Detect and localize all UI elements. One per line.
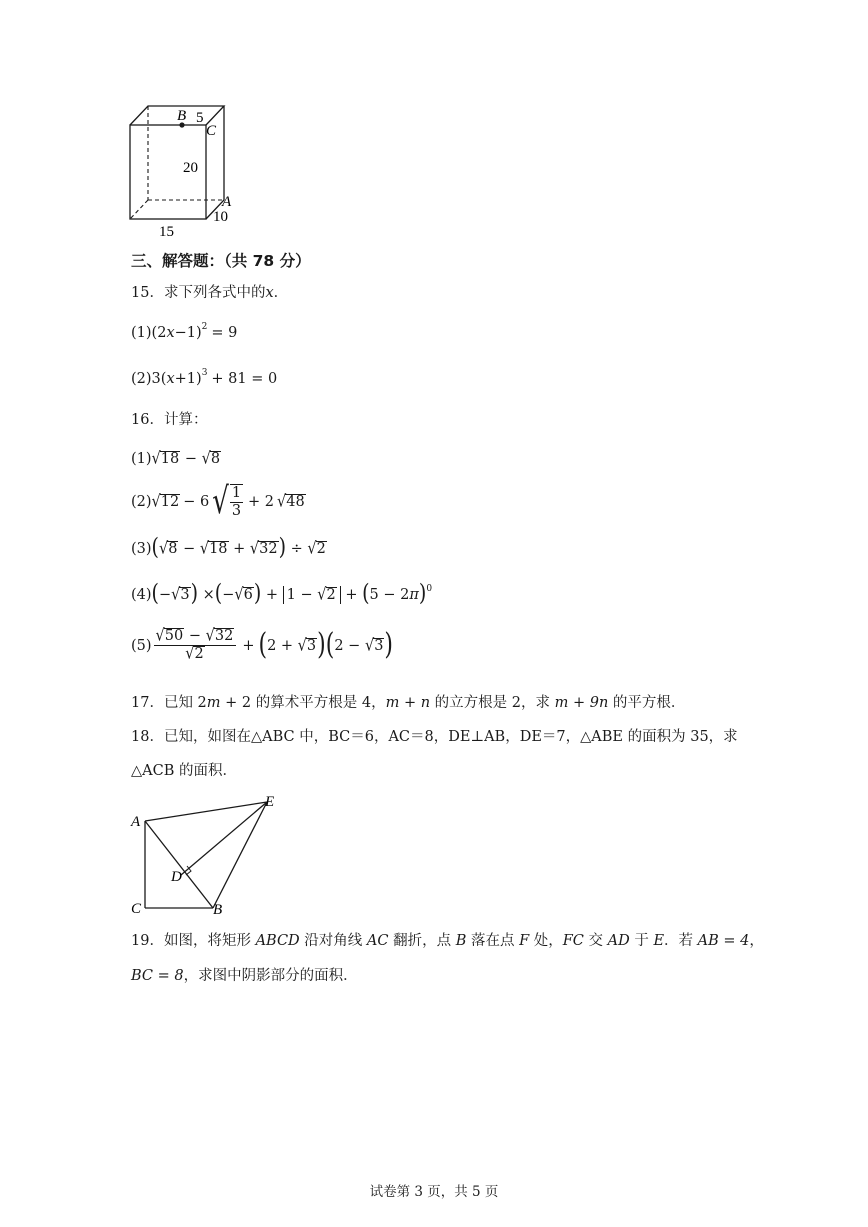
q19-f: F: [519, 933, 530, 949]
sqrt-symbol: √: [199, 539, 210, 559]
sqrt-symbol: √: [277, 492, 287, 512]
sqrt-symbol: √: [158, 539, 169, 559]
q19-t8: ．若: [664, 933, 698, 949]
q16-p4-last: 5 − 2: [369, 587, 410, 603]
q16-p2-op1: − 6: [183, 494, 210, 510]
paren-close: ): [317, 627, 326, 662]
tri-label-c: C: [131, 901, 142, 917]
q16-p5-a: 2 +: [267, 637, 294, 654]
q16-p4-r1: 3: [180, 587, 190, 603]
q16-p1-r1: 18: [160, 451, 180, 467]
q16-p3-op2: +: [233, 541, 246, 557]
paren-close: ): [253, 579, 262, 607]
sqrt-symbol: √: [151, 449, 161, 469]
q16-p4-neg: −: [158, 587, 172, 603]
paren-open: (: [214, 579, 223, 607]
q16-p1-op: −: [184, 451, 198, 467]
q16-p5-n1: 50: [164, 628, 184, 644]
q15-stem-text: 15．求下列各式中的: [131, 285, 266, 301]
paren-close: ): [278, 533, 287, 561]
paren-open: (: [325, 627, 335, 662]
label-bottom-width: 15: [159, 224, 174, 240]
q19-t3: 翻折，点: [388, 933, 456, 949]
q16-p5-r2: 3: [374, 637, 384, 654]
sqrt-symbol: √: [171, 585, 181, 605]
q16-p5-label: (5): [131, 637, 152, 654]
paren-open: (: [151, 533, 159, 561]
sqrt-symbol: √: [212, 481, 229, 523]
q19-ab4: AB = 4: [697, 933, 750, 949]
q19-abcd: ABCD: [255, 933, 300, 949]
q15-var: x: [265, 285, 274, 301]
q16-p3-r3: 32: [259, 541, 278, 557]
q17-text-b: + 2 的算术平方根是 4，: [220, 695, 386, 711]
sqrt-symbol: √: [205, 626, 215, 646]
q17-expr: m + 9n: [554, 695, 609, 711]
q16-p2-r1: 12: [160, 494, 180, 510]
q15-p1-exp: 2: [201, 322, 208, 332]
q19-e: E: [653, 933, 665, 949]
q16-p3-label: (3): [131, 541, 152, 557]
q18-line1: 18．已知，如图在△ABC 中，BC＝6，AC＝8，DE⊥AB，DE＝7，△ABE 的面积为 35，求: [131, 729, 738, 745]
q15-p2-rest: + 81 = 0: [211, 371, 278, 387]
q19-t4: 落在点: [466, 933, 520, 949]
q16-p2-label: (2): [131, 494, 152, 510]
q16-p2-den: 3: [231, 503, 242, 519]
q16-p4-neg2: −: [222, 587, 235, 603]
q15-p2-coef: 3: [151, 371, 161, 387]
q16-p4-r2: 6: [243, 587, 253, 603]
q16-p1-r2: 8: [210, 451, 221, 467]
q15-p1-rhs: = 9: [211, 325, 238, 341]
q17: [131, 694, 685, 712]
q16-p5-frac: [154, 628, 237, 663]
q15-p2-exp: 3: [201, 368, 208, 378]
q19-t1: 19．如图，将矩形: [131, 933, 256, 949]
sqrt-symbol: √: [364, 636, 375, 655]
q17-text-d: 的平方根．: [608, 695, 686, 711]
q16-p2-op2: + 2: [248, 494, 275, 510]
q16-p2-frac: [230, 484, 243, 520]
q15-part2: [131, 370, 277, 388]
q17-m: m: [206, 695, 221, 711]
q16-p3-r2: 18: [209, 541, 228, 557]
q15-p1-label: (1): [131, 325, 152, 341]
q16-p4-plus1: +: [265, 587, 279, 603]
q16-p3-op3: ÷: [290, 541, 303, 557]
triangle-figure: [125, 788, 285, 918]
label-top-edge: 5: [196, 110, 204, 126]
q15-p1-var: x: [166, 325, 175, 341]
label-b: B: [177, 108, 187, 124]
label-height: 20: [183, 160, 198, 176]
page-footer: 试卷第 3 页，共 5 页: [369, 1184, 499, 1200]
q18-line2: △ACB 的面积．: [131, 763, 237, 779]
label-c: C: [206, 123, 217, 139]
paren-open: (: [362, 579, 370, 607]
tri-label-a: A: [131, 814, 141, 830]
q19-bc8: BC = 8: [131, 968, 184, 984]
sqrt-symbol: √: [234, 585, 244, 605]
q15-p1-close: −1): [174, 325, 202, 341]
q19-t2: 沿对角线: [299, 933, 367, 949]
q15-p2-label: (2): [131, 371, 152, 387]
q16-p4-plus2: +: [345, 587, 358, 603]
tri-label-b: B: [213, 902, 223, 918]
q15-part1: [131, 324, 237, 342]
q16-p1-label: (1): [131, 451, 152, 467]
paren-close: ): [384, 627, 394, 662]
q16-p4-abs-one: 1 −: [286, 587, 313, 603]
sqrt-symbol: √: [185, 644, 195, 664]
q19-t7: 于: [629, 933, 654, 949]
q16-part1: [131, 450, 221, 468]
section-title: 三、解答题：（共 78 分）: [131, 252, 311, 270]
paren-open: (: [151, 579, 159, 607]
paren-close: ): [418, 579, 427, 607]
q16-p2-r2: 48: [286, 494, 305, 510]
q19-fc: FC: [562, 933, 584, 949]
q19-ad: AD: [607, 933, 630, 949]
sqrt-symbol: √: [151, 492, 161, 512]
tri-label-d: D: [171, 869, 182, 885]
q16-p3-r4: 2: [316, 541, 326, 557]
q16-p4-label: (4): [131, 587, 152, 603]
q16-p3-op1: −: [183, 541, 196, 557]
q16-p5-nop: −: [188, 628, 202, 644]
q19-ac: AC: [366, 933, 389, 949]
sqrt-symbol: √: [317, 585, 327, 605]
q16-p5-numerator: [154, 628, 237, 646]
q19-b: B: [455, 933, 467, 949]
sqrt-symbol: √: [155, 626, 165, 646]
q15-stem: [131, 284, 288, 302]
paren-open: (: [258, 627, 268, 662]
q19-t10: ，求图中阴影部分的面积．: [183, 968, 358, 984]
q16-part5: [131, 628, 393, 663]
q19-t6: 交: [583, 933, 608, 949]
q16-p5-n2: 32: [214, 628, 234, 644]
q16-p2-num: 1: [231, 485, 242, 501]
q17-text-a: 17．已知 2: [131, 695, 207, 711]
q16-stem: 16．计算：: [131, 412, 208, 428]
q16-part3: [131, 533, 327, 561]
q15-stem-end: ．: [273, 285, 289, 301]
q19-line2: [131, 967, 358, 985]
label-depth: 10: [213, 209, 228, 225]
q19-t9: ，: [749, 933, 764, 949]
q16-p4-abs: [283, 586, 341, 604]
q16-p4-pi: π: [409, 587, 419, 603]
q16-p5-denominator: [183, 646, 206, 663]
q15-p2-close: +1): [174, 371, 202, 387]
q17-text-c: 的立方根是 2，求: [430, 695, 555, 711]
sqrt-symbol: √: [307, 539, 317, 559]
q15-p2-var: x: [166, 371, 175, 387]
q16-part4: [131, 579, 433, 607]
q16-p5-d1: 2: [194, 646, 204, 662]
q16-p4-exp: 0: [426, 584, 433, 594]
label-a: A: [222, 194, 232, 210]
sqrt-symbol: √: [297, 636, 307, 655]
q16-p4-times: ×: [202, 587, 215, 603]
q16-part2: [131, 481, 306, 523]
q16-p5-b: 2 −: [334, 637, 361, 654]
q16-p5-r1: 3: [306, 637, 317, 654]
q15-p2-open: (: [160, 371, 167, 387]
sqrt-symbol: √: [201, 449, 211, 469]
q16-p3-r1: 8: [168, 541, 178, 557]
q16-p4-r3: 2: [326, 587, 336, 603]
tri-label-e: E: [265, 794, 275, 810]
q17-mn: m + n: [385, 695, 431, 711]
paren-close: ): [190, 579, 199, 607]
q15-p1-open: (2: [151, 325, 167, 341]
q19-line1: [131, 932, 764, 950]
q16-p5-plus: +: [242, 637, 255, 654]
cuboid-figure: [120, 100, 250, 242]
q19-t5: 处，: [529, 933, 563, 949]
sqrt-symbol: √: [249, 539, 260, 559]
